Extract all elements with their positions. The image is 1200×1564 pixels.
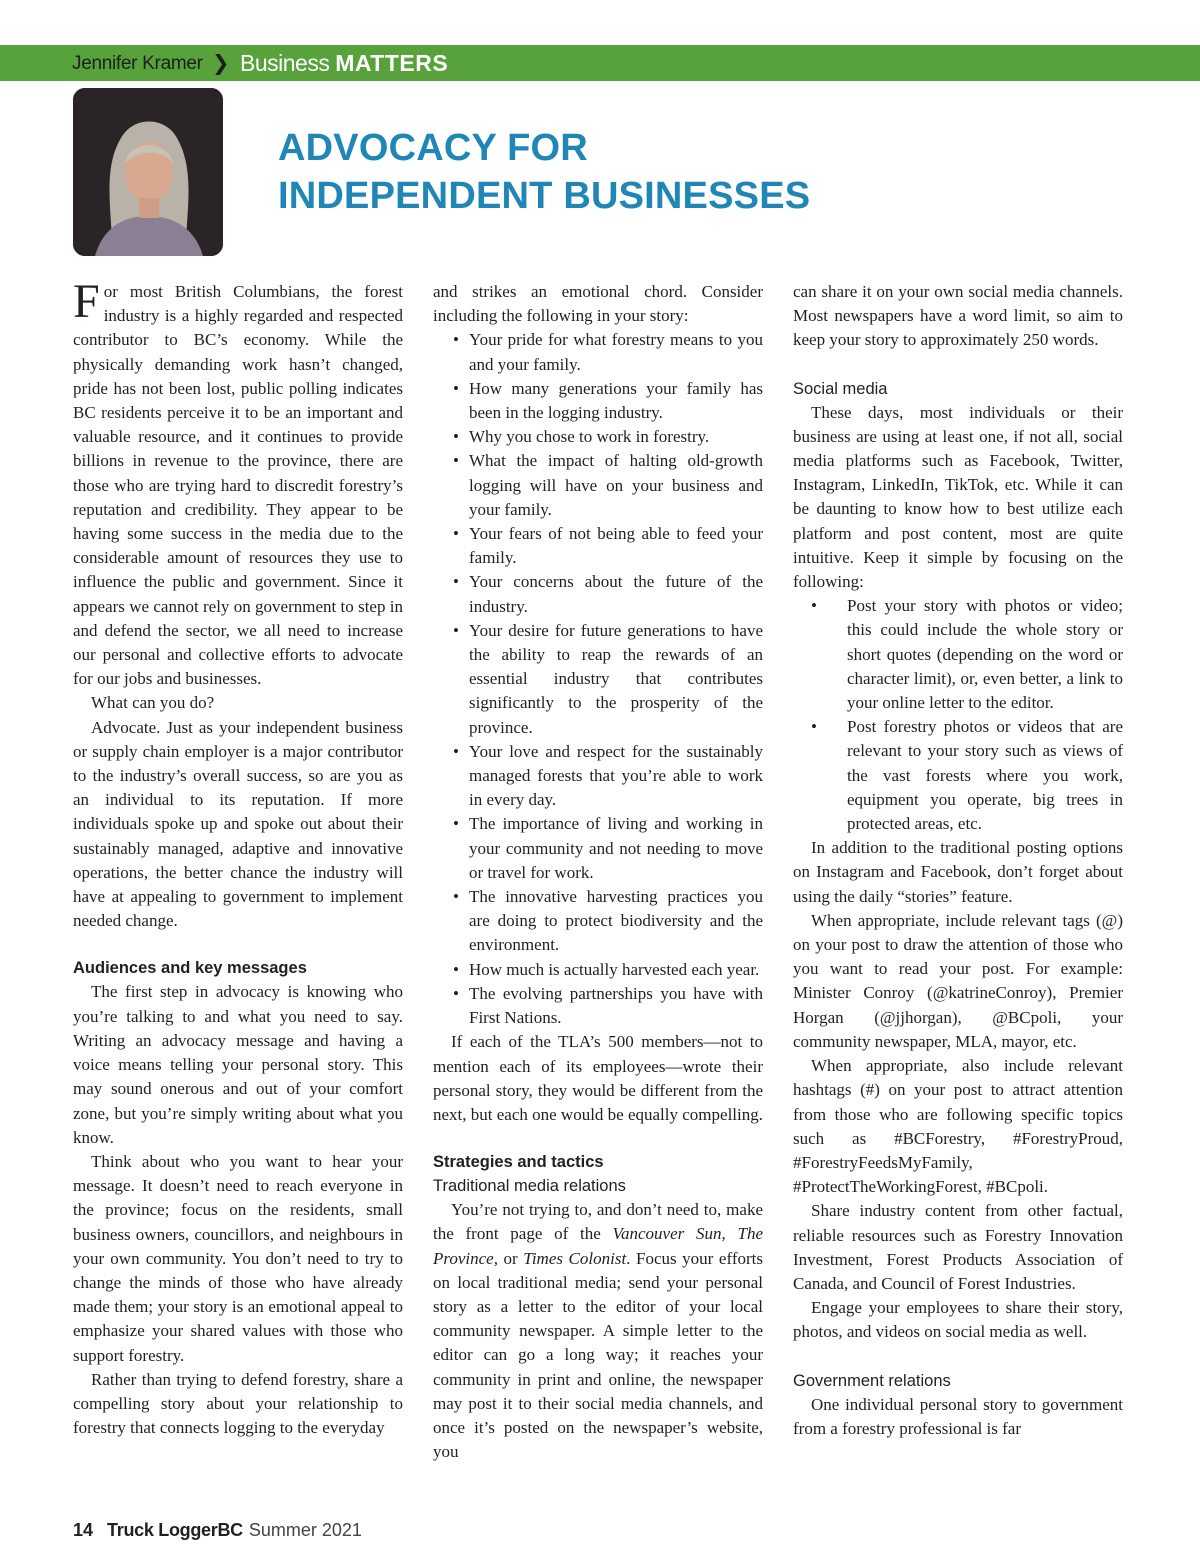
article-title-line2: INDEPENDENT BUSINESSES xyxy=(278,175,811,217)
intro-text: or most British Columbians, the forest industry is a highly regarded and respected contributor to BC’s economy. While the physically demanding work hasn’t changed, pride has not been lost, public polling indicates BC residents perceive it to be an important and valuable resource, and it continues to provide billions in revenue to the province, there are those who are trying hard to discredit forestry’s reputation and credibility. They appear to be having some success in the media due to the considerable amount of resources they use to influence the public and government. Since it appears we cannot rely on government to step in and defend the sector, we all need to increase our personal and collective efforts to advocate for our jobs and businesses. xyxy=(73,282,403,689)
article-title xyxy=(278,124,810,220)
paragraph: One individual personal story to government from a forestry professional is far xyxy=(793,1394,1123,1438)
list-item: • How many generations your family has been in the logging industry. xyxy=(433,377,763,425)
list-item: • What the impact of halting old-growth logging will have on your business and your family. xyxy=(433,449,763,522)
section-title-bold: MATTERS xyxy=(335,50,449,76)
text-run: You’re not trying to, and don’t need to, make the front page of the xyxy=(433,1200,763,1244)
paragraph xyxy=(433,1198,763,1464)
intro-paragraph xyxy=(73,275,403,691)
paragraph: can share it on your own social media channels. Most newspapers have a word limit, so aim to keep your story to approximately 250 words. xyxy=(793,282,1123,350)
section-title xyxy=(240,50,448,77)
paragraph: Share industry content from other factual, reliable resources such as Forestry Innovation Investment, Forest Products Association of Canada, and Council of Forest Industries. xyxy=(793,1201,1123,1293)
paragraph: Rather than trying to defend forestry, share a compelling story about your relationship to forestry that connects logging to the everyday xyxy=(73,1369,403,1438)
article-column-2 xyxy=(433,280,763,1464)
list-item: • Your pride for what forestry means to you and your family. xyxy=(433,328,763,376)
page-footer xyxy=(73,1520,362,1541)
magazine-name: Truck LoggerBC xyxy=(107,1520,243,1540)
paragraph: When appropriate, include relevant tags (@) on your post to draw the attention of those who you want to read your post. For example: Minister Conroy (@katrineConroy), Premier Horgan (@jjhorgan), @BCpoli, your community newspaper, MLA, mayor, etc. xyxy=(793,910,1123,1051)
issue-date: Summer 2021 xyxy=(248,1520,362,1540)
author-name: Jennifer Kramer xyxy=(72,53,203,74)
list-item: • Your fears of not being able to feed your family. xyxy=(433,522,763,570)
publication-names: Vancouver Sun, The Province, xyxy=(433,1224,763,1268)
section-banner xyxy=(0,45,1200,81)
paragraph: Engage your employees to share their story, photos, and videos on social media as well. xyxy=(793,1298,1123,1342)
paragraph: In addition to the traditional posting options on Instagram and Facebook, don’t forget about using the daily “stories” feature. xyxy=(793,838,1123,906)
list-item: • Post forestry photos or videos that are relevant to your story such as views of the vast forests where you work, equipment you operate, big trees in protected areas, etc. xyxy=(793,715,1123,836)
list-item: • Why you chose to work in forestry. xyxy=(433,425,763,449)
social-tips-list xyxy=(793,594,1123,836)
paragraph: If each of the TLA’s 500 members—not to mention each of its employees—wrote their personal story, they would be different from the next, but each one would be equally compelling. xyxy=(433,1032,763,1124)
author-photo xyxy=(73,88,223,256)
paragraph: Think about who you want to hear your message. It doesn’t need to reach everyone in the province; focus on the residents, small business owners, councillors, and neighbours in your own community. You don’t need to try to change the minds of those who have already made them; your story is an emotional appeal to emphasize your shared values with those who support forestry. xyxy=(73,1151,403,1365)
list-item: • The evolving partnerships you have with First Nations. xyxy=(433,982,763,1030)
story-ideas-list xyxy=(433,328,763,1030)
drop-cap: F xyxy=(73,275,100,328)
article-column-1 xyxy=(73,275,403,1440)
paragraph: What can you do? xyxy=(91,693,215,713)
paragraph: These days, most individuals or their business are using at least one, if not all, social media platforms such as Facebook, Twitter, Instagram, LinkedIn, TikTok, etc. While it can be daunting to know how to best utilize each platform and post content, most are quite intuitive. Keep it simple by focusing on the following: xyxy=(793,402,1123,592)
text-run: . Focus your efforts on local traditional media; send your personal story as a letter to the editor of your local community newspaper. A simple letter to the editor can go a long way; it reaches your community in print and online, the newspaper may post it to their social media channels, and once it’s posted on the newspaper’s website, you xyxy=(433,1248,763,1462)
chevron-right-icon: ❯ xyxy=(212,51,230,75)
list-item: • The importance of living and working in your community and not needing to move or travel for work. xyxy=(433,812,763,885)
text-run: or xyxy=(497,1248,524,1268)
paragraph: The first step in advocacy is knowing who you’re talking to and what you need to say. Writing an advocacy message and having a voice means telling your personal story. This may sound onerous and out of your comfort zone, but you’re simply writing about what you know. xyxy=(73,982,403,1147)
publication-name: Times Colonist xyxy=(523,1248,627,1268)
list-item: • Your desire for future generations to have the ability to reap the rewards of an essential industry that contributes significantly to the prosperity of the province. xyxy=(433,619,763,740)
subheading-strategies: Strategies and tactics xyxy=(433,1153,604,1172)
list-item: • The innovative harvesting practices you are doing to protect biodiversity and the environment. xyxy=(433,885,763,958)
subheading-social-media: Social media xyxy=(793,379,888,398)
list-item: • Post your story with photos or video; this could include the whole story or short quotes (depending on the word or character limit), or, even better, a link to your online letter to the editor. xyxy=(793,594,1123,715)
list-item: • Your love and respect for the sustainably managed forests that you’re able to work in every day. xyxy=(433,740,763,813)
paragraph: Advocate. Just as your independent business or supply chain employer is a major contributor to the industry’s overall success, so are you as an individual to its reputation. If more individuals spoke up and spoke out about their sustainably managed, adaptive and innovative operations, the better chance the industry will have at appealing to government to implement needed change. xyxy=(73,717,403,931)
section-title-light: Business xyxy=(240,50,330,76)
subheading-audiences: Audiences and key messages xyxy=(73,959,307,978)
subheading-traditional-media: Traditional media relations xyxy=(433,1177,626,1196)
article-column-3 xyxy=(793,280,1123,1441)
list-item: • Your concerns about the future of the industry. xyxy=(433,570,763,618)
paragraph: and strikes an emotional chord. Consider including the following in your story: xyxy=(433,282,763,326)
list-item: • How much is actually harvested each year. xyxy=(433,958,763,982)
page-number: 14 xyxy=(73,1520,94,1540)
paragraph: When appropriate, also include relevant hashtags (#) on your post to attract attention from those who are following specific topics such as #BCForestry, #ForestryProud, #ForestryFeedsMyFamily, #ProtectTheWorkingForest, #BCpoli. xyxy=(793,1056,1123,1197)
subheading-government-relations: Government relations xyxy=(793,1371,951,1390)
article-title-line1: ADVOCACY FOR xyxy=(278,127,588,169)
